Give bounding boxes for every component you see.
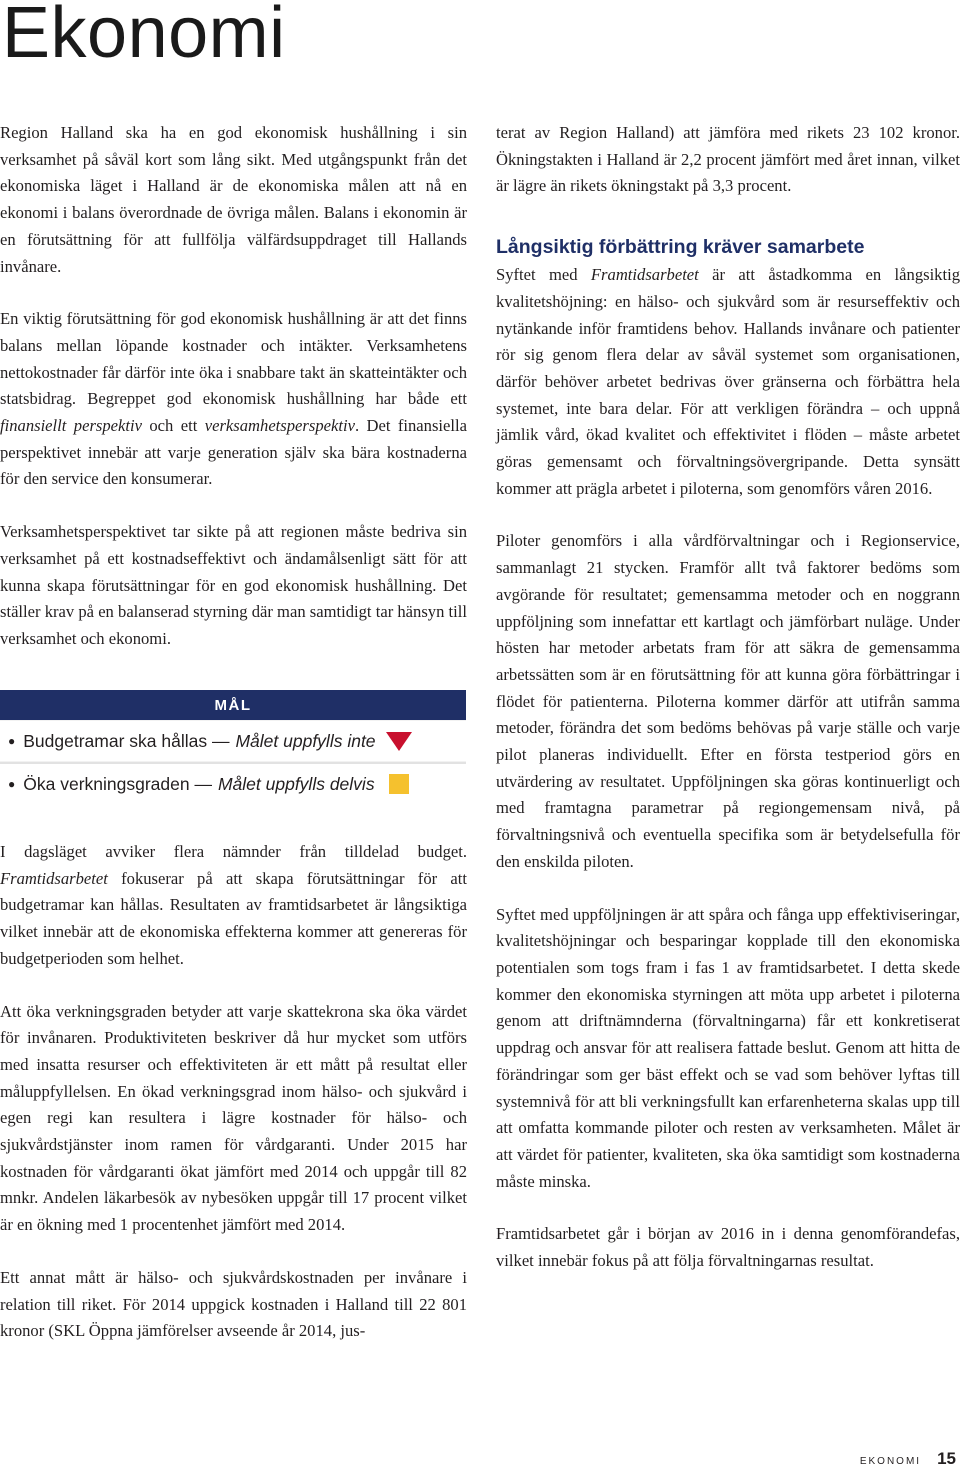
bullet-icon: ● [8, 777, 16, 791]
page-number: 15 [937, 1449, 956, 1468]
paragraph: Verksamhetsperspektivet tar sikte på att regionen måste bedriva sin verksamhet på ett kostnadseffektivt och ändamålsenligt sätt för att kunna skapa förutsättningar för en god ekonomisk hushållning. Det ställer krav på en balanserad styrning där man samtidigt tar hänsyn till verksamhet och ekonomi. [0, 522, 467, 648]
emphasis: verksamhetsperspektiv [204, 416, 355, 436]
yellow-square-icon [389, 774, 409, 794]
goals-box [0, 690, 466, 802]
right-column [496, 120, 960, 1275]
goals-header: MÅL [0, 690, 466, 720]
footer-label: ekonomi [859, 1451, 922, 1467]
paragraph [0, 839, 467, 973]
paragraph: Framtidsarbetet går i början av 2016 in i denna genomförandefas, vilket innebär fokus på att följa förvaltningarnas resultat. [496, 1224, 960, 1271]
emphasis: finansiellt perspektiv [0, 416, 142, 436]
paragraph: Region Halland ska ha en god ekonomisk hushållning i sin verksamhet på såväl kort som lång sikt. Med utgångspunkt från det ekonomiska läget i Halland är de ekonomiska målen att nå en ekonomi i balans överordnade de övriga målen. Balans i ekonomin är en förutsättning för att fullfölja välfärdsuppdraget till Hallands invånare. [0, 123, 467, 276]
paragraph: Syftet med uppföljningen är att spåra och fånga upp effektiviseringar, kvalitetshöjningar och besparingar kopplade till den ekonomiska potentialen som togs fram i fas 1 av framtidsarbetet. I detta skede kommer den ekonomiska styrningen att möta upp arbetet i piloterna genom att driftnämnderna (förvaltningarna) får ett konkretiserat uppdrag och ansvar för att realisera fattade beslut. Genom att hitta de förändringar som ger bäst effekt och se vad som behöver lyftas till systemnivå för att bli verkningsfullt kan erfarenheterna skalas upp till att omfatta kommande piloter och resten av verksamheten. Målet är att värdet för patienter, kvaliteten, ska öka samtidigt som kostnaderna måste minska. [496, 904, 960, 1191]
paragraph: Att öka verkningsgraden betyder att varje skattekrona ska öka värdet för invånaren. Produktiviteten beskriver då hur mycket som utförs med insatta resurser och effektiviteten är ett mått på resultat eller måluppfyllelsen. En ökad verkningsgrad inom hälso- och sjukvård i egen regi kan resultera i lägre kostnader för hälso- och sjukvårdstjänster inom ramen för vårdgaranti. Under 2015 har kostnaden för vårdgaranti ökat jämfört med 2014 och uppgår till 82 mnkr. Andelen läkarbesök av nybesöken uppgår till 17 procent vilket är en ökning med 1 procentenhet jämfört med 2014. [0, 1001, 467, 1235]
text-run: och ett [141, 416, 205, 436]
text-run: En viktig förutsättning för god ekonomisk hushållning är att det finns balans mellan löpande kostnader och intäkter. Verksamhetens nettokostnader får därför inte öka i snabbare takt än skatteintäkter och statsbidrag. Begreppet god ekonomisk hushållning har både ett [0, 309, 467, 409]
paragraph: terat av Region Halland) att jämföra med rikets 23 102 kronor. Ökningstakten i Halland är 2,2 procent jämfört med året innan, vilket är lägre än rikets ökningstakt på 3,3 procent. [496, 123, 960, 196]
goal-label: Budgetramar ska hållas — [23, 730, 230, 751]
goal-row-budget [0, 721, 466, 761]
paragraph: Ett annat mått är hälso- och sjukvårdskostnaden per invånare i relation till riket. För 2014 uppgick kostnaden i Halland till 22 801 kronor (SKL Öppna jämförelser avseende år 2014, jus- [0, 1267, 467, 1341]
goal-label: Öka verkningsgraden — [23, 773, 212, 794]
emphasis: Framtidsarbetet [590, 265, 699, 285]
text-run: fokuserar på att skapa förutsättningar för att budgetramar kan hållas. Resultaten av framtidsarbetet är långsiktiga vilket innebär att de ekonomiska effekterna kommer att genereras för budgetperioden som helhet. [0, 868, 467, 968]
left-column-lower [0, 839, 467, 1345]
red-triangle-icon [386, 732, 412, 751]
page-footer [860, 1449, 956, 1469]
text-run: är att åstadkomma en långsiktig kvalitetshöjning: en hälso- och sjukvård som är resurseffektiv och nytänkande inför framtidens behov. Hallands invånare och patienter rör sig genom flera delar av såväl systemet som organisationen, därför behöver arbetet bedrivas över gränserna och förbättra hela systemet, inte bara delar. För att verkligen förändra – och uppnå jämlik vård, ökad kvalitet och effektivitet i flöden – måste arbetet göras gemensamt och förvaltningsövergripande. Detta synsätt kommer att prägla arbetet i piloterna, som genomförs våren 2016. [496, 265, 960, 498]
goal-row-efficiency [0, 762, 466, 804]
bullet-icon: ● [8, 734, 16, 748]
page-title: Ekonomi [2, 0, 286, 73]
section-heading: Långsiktig förbättring kräver samarbete [496, 236, 865, 259]
text-run: . Det finansiella perspektivet innebär att varje generation själv ska bära kostnaderna för den service den konsumerar. [0, 416, 467, 489]
left-column [0, 120, 467, 653]
paragraph [0, 306, 467, 493]
emphasis: Framtidsarbetet [0, 868, 108, 888]
text-run: Syftet med [496, 265, 591, 285]
paragraph: Piloter genomförs i alla vårdförvaltningar och i Regionservice, sammanlagt 21 stycken. Framför allt två faktorer bedöms som avgörande för resultatet; gemensamma metoder och en noggrann uppföljning som innefattar ett kartlagt och jämförbart nuläge. Under hösten har metoder arbetats fram för att säkra de gemensamma arbetssätten som är en förutsättning för att kunna göra förbättringar i flödet för patienterna. Piloterna kommer därför att utifrån samma metoder, förändra det som bedöms behövas på varje ställe och varje pilot planeras individuellt. Efter en första testperiod görs en utvärdering av resultatet. Uppföljningen ska göras kontinuerligt och med framtagna parametrar på regiongemensam nivå, på förvaltningsnivå och eventuella specifika som är betydelsefulla för den enskilda piloten. [496, 531, 960, 871]
text-run: I dagsläget avviker flera nämnder från tilldelad budget. [0, 842, 467, 861]
goal-status: Målet uppfylls delvis [217, 773, 375, 794]
paragraph [496, 262, 960, 502]
goal-status: Målet uppfylls inte [235, 730, 376, 751]
